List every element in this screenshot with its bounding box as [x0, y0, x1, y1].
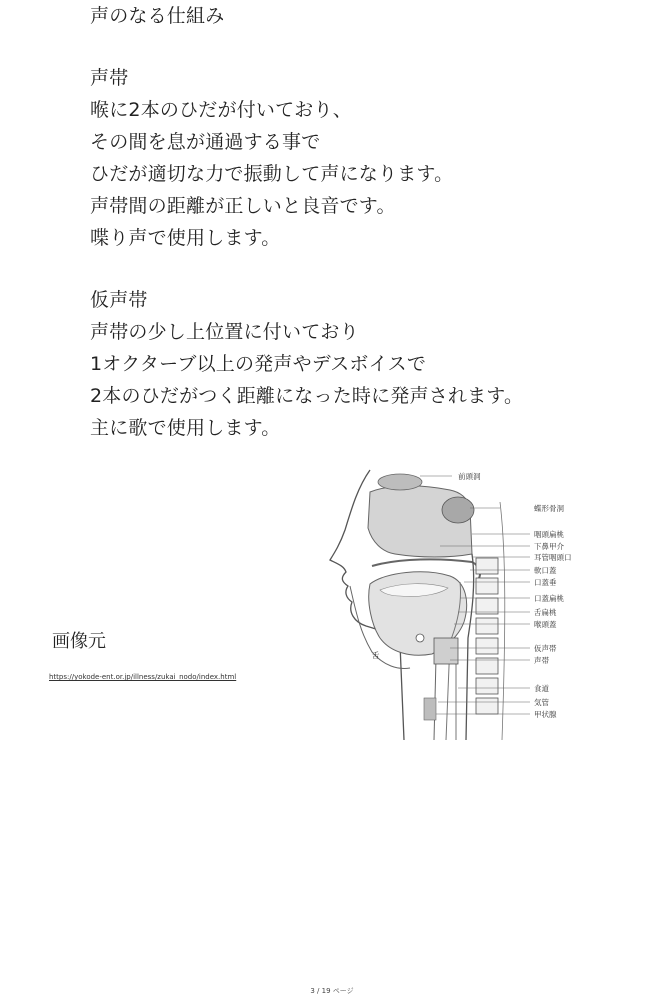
- figure-label: 下鼻甲介: [534, 542, 564, 551]
- figure-label: 蝶形骨洞: [534, 504, 564, 513]
- vocal-cords-title: 声帯: [90, 67, 129, 89]
- back-of-neck: [500, 502, 505, 740]
- figure-label: 仮声帯: [534, 644, 557, 653]
- figure-label: 気管: [534, 698, 549, 707]
- vocal-cords-line: ひだが適切な力で振動して声になります。: [90, 163, 454, 185]
- figure-label: 口蓋垂: [534, 578, 557, 587]
- figure-label: 口蓋扁桃: [534, 594, 564, 603]
- sphenoid-sinus: [442, 497, 474, 523]
- false-vocal-cords-line: 2本のひだがつく距離になった時に発声されます。: [90, 385, 524, 407]
- vocal-cords-line: その間を息が通過する事で: [90, 131, 321, 153]
- hyoid: [416, 634, 424, 642]
- cervical-spine: [476, 558, 498, 714]
- figure-label: 甲状腺: [534, 710, 557, 719]
- figure-label: 舌扁桃: [534, 608, 557, 617]
- throat-anatomy-figure: [300, 462, 622, 742]
- figure-label: 耳管咽頭口: [534, 553, 572, 562]
- vocal-cords-line: 声帯間の距離が正しいと良音です。: [90, 195, 396, 217]
- figure-label: 咽頭扁桃: [534, 530, 564, 539]
- figure-label: 食道: [534, 684, 549, 693]
- false-vocal-cords-line: 主に歌で使用します。: [90, 417, 281, 439]
- figure-label: 軟口蓋: [534, 566, 557, 575]
- figure-label: 喉頭蓋: [534, 620, 557, 629]
- image-source-link[interactable]: https://yokode-ent.or.jp/illness/zukai_nodo/index.html: [49, 673, 237, 681]
- tongue-label: 舌: [372, 651, 380, 660]
- page-heading: 声のなる仕組み: [90, 5, 225, 27]
- false-vocal-cords-title: 仮声帯: [90, 289, 148, 311]
- figure-label: 声帯: [534, 656, 549, 665]
- frontal-sinus: [378, 474, 422, 490]
- figure-label: 前頭洞: [458, 472, 481, 481]
- throat-anatomy-svg: [300, 462, 622, 742]
- vocal-cords-line: 喋り声で使用します。: [90, 227, 281, 249]
- page-number: 3 / 19 ページ: [310, 987, 354, 995]
- image-source-label: 画像元: [52, 631, 106, 652]
- false-vocal-cords-line: 声帯の少し上位置に付いており: [90, 321, 359, 343]
- thyroid-gland: [424, 698, 436, 720]
- vocal-cords-line: 喉に2本のひだが付いており、: [90, 99, 352, 121]
- false-vocal-cords-line: 1オクターブ以上の発声やデスボイスで: [90, 353, 427, 375]
